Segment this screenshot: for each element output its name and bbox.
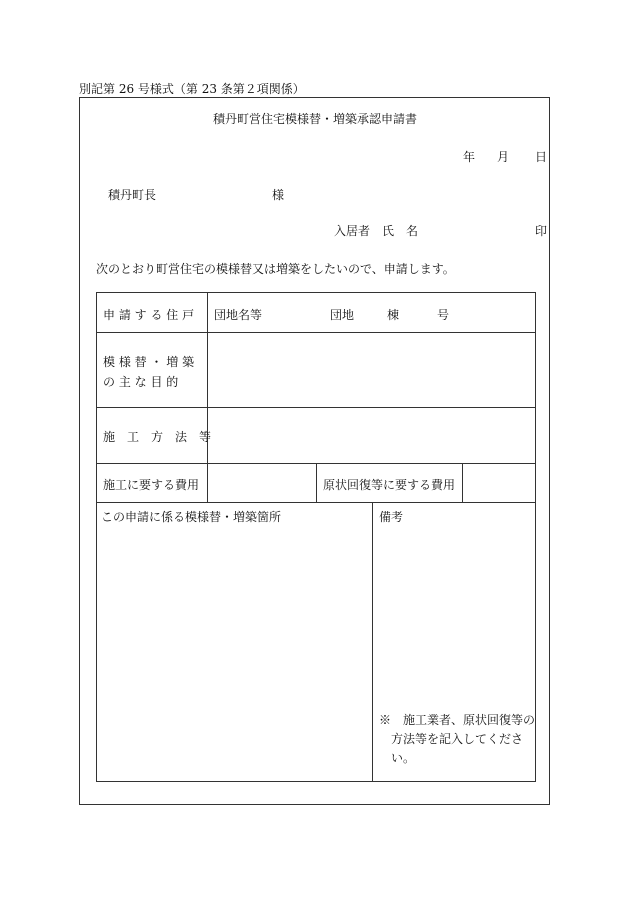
addressee-honorific: 様 (272, 188, 285, 202)
danchi-label: 団地 (330, 308, 355, 322)
document-title: 積丹町営住宅模様替・増築承認申請書 (212, 112, 417, 126)
applicant-label: 入居者 (334, 224, 371, 238)
form-caption: 別記第 26 号様式（第 23 条第２項関係） (79, 82, 305, 96)
application-statement: 次のとおり町営住宅の模様替又は増築をしたいので、申請します。 (96, 262, 455, 276)
purpose-label-line1: 模 様 替 ・ 増 築 (103, 355, 195, 369)
purpose-label-line2: の 主 な 目 的 (103, 375, 179, 389)
building-label: 棟 (387, 308, 400, 322)
construction-method-label: 施 工 方 法 等 (103, 430, 212, 444)
remarks-column-divider (372, 502, 373, 781)
row-divider (97, 502, 535, 503)
applicant-name-label: 氏 名 (382, 224, 419, 238)
unit-number-label: 号 (437, 308, 450, 322)
remarks-note-line1: ※ 施工業者、原状回復等の (379, 713, 536, 727)
remarks-label: 備考 (379, 510, 404, 524)
seal-mark: 印 (535, 224, 548, 238)
row-divider (97, 332, 535, 333)
application-table (96, 292, 536, 782)
label-column-divider (207, 293, 208, 502)
date-day-label: 日 (535, 150, 548, 164)
construction-cost-label: 施工に要する費用 (103, 478, 200, 492)
remarks-note-line2: 方法等を記入してくださ (391, 732, 524, 746)
remarks-note-line3: い。 (391, 751, 416, 765)
date-month-label: 月 (497, 150, 510, 164)
row-divider (97, 407, 535, 408)
date-year-label: 年 (463, 150, 476, 164)
restoration-cost-label: 原状回復等に要する費用 (323, 478, 456, 492)
work-location-label: この申請に係る模様替・増築箇所 (101, 510, 282, 524)
danchi-name-label: 団地名等 (214, 308, 263, 322)
addressee-name: 積丹町長 (108, 188, 157, 202)
cost-column-divider (462, 463, 463, 502)
cost-column-divider (316, 463, 317, 502)
dwelling-label: 申 請 す る 住 戸 (103, 308, 195, 322)
